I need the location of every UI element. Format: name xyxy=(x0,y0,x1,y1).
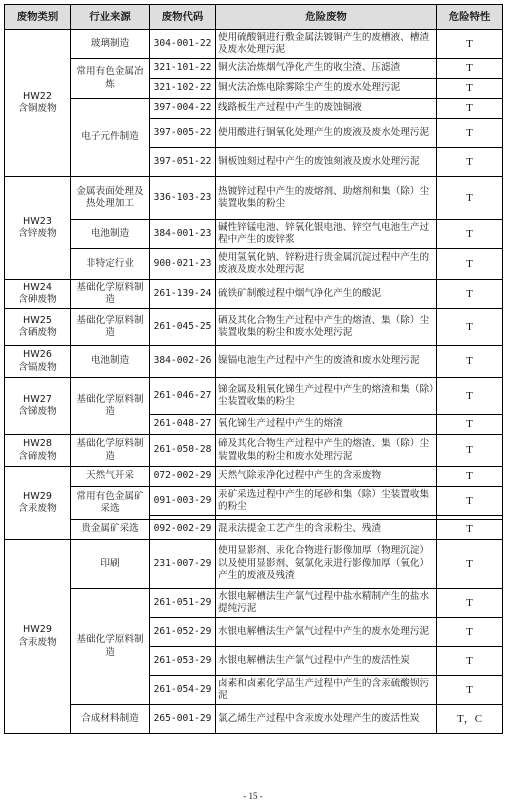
hazardous-waste-cell: 锑金属及粗氧化锑生产过程中产生的熔渣和集（除）尘装置收集的粉尘 xyxy=(216,378,437,415)
hazardous-waste-cell: 使用氢氧化钠、锌粉进行贵金属沉淀过程中产生的废液及废水处理污泥 xyxy=(216,249,437,280)
hazardous-waste-cell: 碲及其化合物生产过程中产生的熔渣、集（除）尘装置收集的粉尘和废水处理污泥 xyxy=(216,435,437,467)
industry-source-cell: 基础化学原料制造 xyxy=(71,435,150,467)
hazard-characteristic-cell: T xyxy=(437,220,503,249)
hazardous-waste-cell: 氯乙烯生产过程中含汞废水处理产生的废活性炭 xyxy=(216,705,437,734)
waste-code-cell: 261-048-27 xyxy=(150,415,216,435)
industry-source-cell: 基础化学原料制造 xyxy=(71,280,150,309)
hazardous-waste-cell: 使用硫酸铜进行敷金属法镀铜产生的废槽液、槽渣及废水处理污泥 xyxy=(216,30,437,59)
table-header-row xyxy=(5,5,503,30)
table-row xyxy=(5,59,503,79)
hazard-characteristic-cell: T xyxy=(437,148,503,177)
hazard-characteristic-cell: T xyxy=(437,309,503,346)
waste-code-cell: 231-007-29 xyxy=(150,540,216,589)
hazard-characteristic-cell: T xyxy=(437,618,503,647)
hazard-characteristic-cell: T xyxy=(437,540,503,589)
table-row xyxy=(5,540,503,589)
waste-code-cell: 321-101-22 xyxy=(150,59,216,79)
industry-source-cell: 玻璃制造 xyxy=(71,30,150,59)
waste-code-cell: 261-045-25 xyxy=(150,309,216,346)
hazard-characteristic-cell: T xyxy=(437,119,503,148)
industry-source-cell: 非特定行业 xyxy=(71,249,150,280)
table-row xyxy=(5,346,503,378)
hazardous-waste-cell: 卤素和卤素化学品生产过程中产生的含汞硫酸钡污泥 xyxy=(216,676,437,705)
waste-code-cell: 261-050-28 xyxy=(150,435,216,467)
waste-code-cell: 261-052-29 xyxy=(150,618,216,647)
hazard-characteristic-cell: T xyxy=(437,249,503,280)
hazardous-waste-cell: 硫铁矿制酸过程中烟气净化产生的酸泥 xyxy=(216,280,437,309)
hazard-characteristic-cell: T xyxy=(437,59,503,79)
waste-code-cell: 072-002-29 xyxy=(150,467,216,487)
waste-code-cell: 397-004-22 xyxy=(150,99,216,119)
hazard-characteristic-cell: T xyxy=(437,346,503,378)
table-row xyxy=(5,220,503,249)
waste-code-cell: 900-021-23 xyxy=(150,249,216,280)
table-row xyxy=(5,177,503,220)
page-number: - 15 - xyxy=(243,791,263,801)
waste-code-cell: 261-046-27 xyxy=(150,378,216,415)
hazardous-waste-cell: 汞矿采选过程中产生的尾砂和集（除）尘装置收集的粉尘 xyxy=(216,487,437,516)
industry-source-cell: 电池制造 xyxy=(71,346,150,378)
waste-category-cell: HW26 含镉废物 xyxy=(5,346,71,378)
hazard-characteristic-cell: T，C xyxy=(437,705,503,734)
waste-code-cell: 261-054-29 xyxy=(150,676,216,705)
hazard-characteristic-cell: T xyxy=(437,79,503,99)
industry-source-cell: 贵金属矿采选 xyxy=(71,520,150,540)
hazardous-waste-cell: 天然气除汞净化过程中产生的含汞废物 xyxy=(216,467,437,487)
header-hazardous-waste: 危险废物 xyxy=(216,5,437,30)
header-hazard-characteristic: 危险特性 xyxy=(437,5,503,30)
hazard-characteristic-cell: T xyxy=(437,30,503,59)
industry-source-cell: 常用有色金属矿采选 xyxy=(71,487,150,520)
table-row xyxy=(5,520,503,540)
waste-code-cell: 304-001-22 xyxy=(150,30,216,59)
hazardous-waste-cell: 热镀锌过程中产生的废熔剂、助熔剂和集（除）尘装置收集的粉尘 xyxy=(216,177,437,220)
hazard-characteristic-cell: T xyxy=(437,177,503,220)
industry-source-cell: 金属表面处理及热处理加工 xyxy=(71,177,150,220)
hazardous-waste-table xyxy=(4,4,503,734)
waste-category-cell: HW28 含碲废物 xyxy=(5,435,71,467)
hazardous-waste-cell: 铜火法冶炼电除雾除尘产生的废水处理污泥 xyxy=(216,79,437,99)
waste-code-cell: 261-053-29 xyxy=(150,647,216,676)
table-row xyxy=(5,280,503,309)
hazard-characteristic-cell: T xyxy=(437,676,503,705)
hazardous-waste-cell: 使用酸进行铜氧化处理产生的废液及废水处理污泥 xyxy=(216,119,437,148)
hazard-characteristic-cell: T xyxy=(437,589,503,618)
table-row xyxy=(5,705,503,734)
hazard-characteristic-cell: T xyxy=(437,520,503,540)
industry-source-cell: 基础化学原料制造 xyxy=(71,589,150,705)
waste-code-cell: 265-001-29 xyxy=(150,705,216,734)
hazardous-waste-cell: 铜板蚀刻过程中产生的废蚀刻液及废水处理污泥 xyxy=(216,148,437,177)
table-row xyxy=(5,467,503,487)
hazardous-waste-cell: 镍镉电池生产过程中产生的废渣和废水处理污泥 xyxy=(216,346,437,378)
hazardous-waste-cell: 水银电解槽法生产氯气过程中产生的废活性炭 xyxy=(216,647,437,676)
waste-code-cell: 397-005-22 xyxy=(150,119,216,148)
table-row xyxy=(5,99,503,119)
waste-code-cell: 384-001-23 xyxy=(150,220,216,249)
waste-category-cell: HW22 含铜废物 xyxy=(5,30,71,177)
waste-category-cell: HW27 含锑废物 xyxy=(5,378,71,435)
industry-source-cell: 常用有色金属冶炼 xyxy=(71,59,150,99)
hazard-characteristic-cell: T xyxy=(437,467,503,487)
hazard-characteristic-cell: T xyxy=(437,280,503,309)
hazard-characteristic-cell: T xyxy=(437,487,503,516)
hazard-characteristic-cell: T xyxy=(437,415,503,435)
table-body xyxy=(5,30,503,734)
header-waste-code: 废物代码 xyxy=(150,5,216,30)
waste-code-cell: 261-051-29 xyxy=(150,589,216,618)
waste-category-cell: HW24 含砷废物 xyxy=(5,280,71,309)
waste-code-cell: 261-139-24 xyxy=(150,280,216,309)
waste-code-cell: 384-002-26 xyxy=(150,346,216,378)
waste-code-cell: 321-102-22 xyxy=(150,79,216,99)
industry-source-cell: 电子元件制造 xyxy=(71,99,150,177)
industry-source-cell: 基础化学原料制造 xyxy=(71,378,150,435)
industry-source-cell: 印刷 xyxy=(71,540,150,589)
table-row xyxy=(5,589,503,618)
hazard-characteristic-cell: T xyxy=(437,378,503,415)
waste-category-cell: HW23 含锌废物 xyxy=(5,177,71,280)
hazard-characteristic-cell: T xyxy=(437,99,503,119)
hazard-characteristic-cell: T xyxy=(437,435,503,467)
table-row xyxy=(5,309,503,346)
hazardous-waste-cell: 使用显影剂、汞化合物进行影像加厚（物理沉淀）以及使用显影剂、氨氯化汞进行影像加厚（氧化）产生的废液及残渣 xyxy=(216,540,437,589)
waste-code-cell: 397-051-22 xyxy=(150,148,216,177)
table-row xyxy=(5,249,503,280)
hazardous-waste-cell: 氧化锑生产过程中产生的熔渣 xyxy=(216,415,437,435)
industry-source-cell: 电池制造 xyxy=(71,220,150,249)
hazardous-waste-cell: 硒及其化合物生产过程中产生的熔渣、集（除）尘装置收集的粉尘和废水处理污泥 xyxy=(216,309,437,346)
industry-source-cell: 合成材料制造 xyxy=(71,705,150,734)
waste-category-cell: HW25 含硒废物 xyxy=(5,309,71,346)
waste-code-cell: 092-002-29 xyxy=(150,520,216,540)
header-category: 废物类别 xyxy=(5,5,71,30)
table-row xyxy=(5,378,503,415)
table-row xyxy=(5,435,503,467)
waste-category-cell: HW29 含汞废物 xyxy=(5,467,71,540)
table-row xyxy=(5,487,503,516)
hazardous-waste-cell: 水银电解槽法生产氯气过程中盐水精制产生的盐水提纯污泥 xyxy=(216,589,437,618)
industry-source-cell: 天然气开采 xyxy=(71,467,150,487)
header-industry-source: 行业来源 xyxy=(71,5,150,30)
hazard-characteristic-cell: T xyxy=(437,647,503,676)
hazardous-waste-cell: 水银电解槽法生产氯气过程中产生的废水处理污泥 xyxy=(216,618,437,647)
waste-category-cell: HW29 含汞废物 xyxy=(5,540,71,734)
hazardous-waste-cell: 线路板生产过程中产生的废蚀铜液 xyxy=(216,99,437,119)
waste-code-cell: 091-003-29 xyxy=(150,487,216,516)
waste-code-cell: 336-103-23 xyxy=(150,177,216,220)
hazardous-waste-cell: 碱性锌锰电池、锌氧化银电池、锌空气电池生产过程中产生的废锌浆 xyxy=(216,220,437,249)
hazardous-waste-cell: 铜火法冶炼烟气净化产生的收尘渣、压滤渣 xyxy=(216,59,437,79)
industry-source-cell: 基础化学原料制造 xyxy=(71,309,150,346)
table-row xyxy=(5,30,503,59)
hazardous-waste-cell: 混汞法提金工艺产生的含汞粉尘、残渣 xyxy=(216,520,437,540)
